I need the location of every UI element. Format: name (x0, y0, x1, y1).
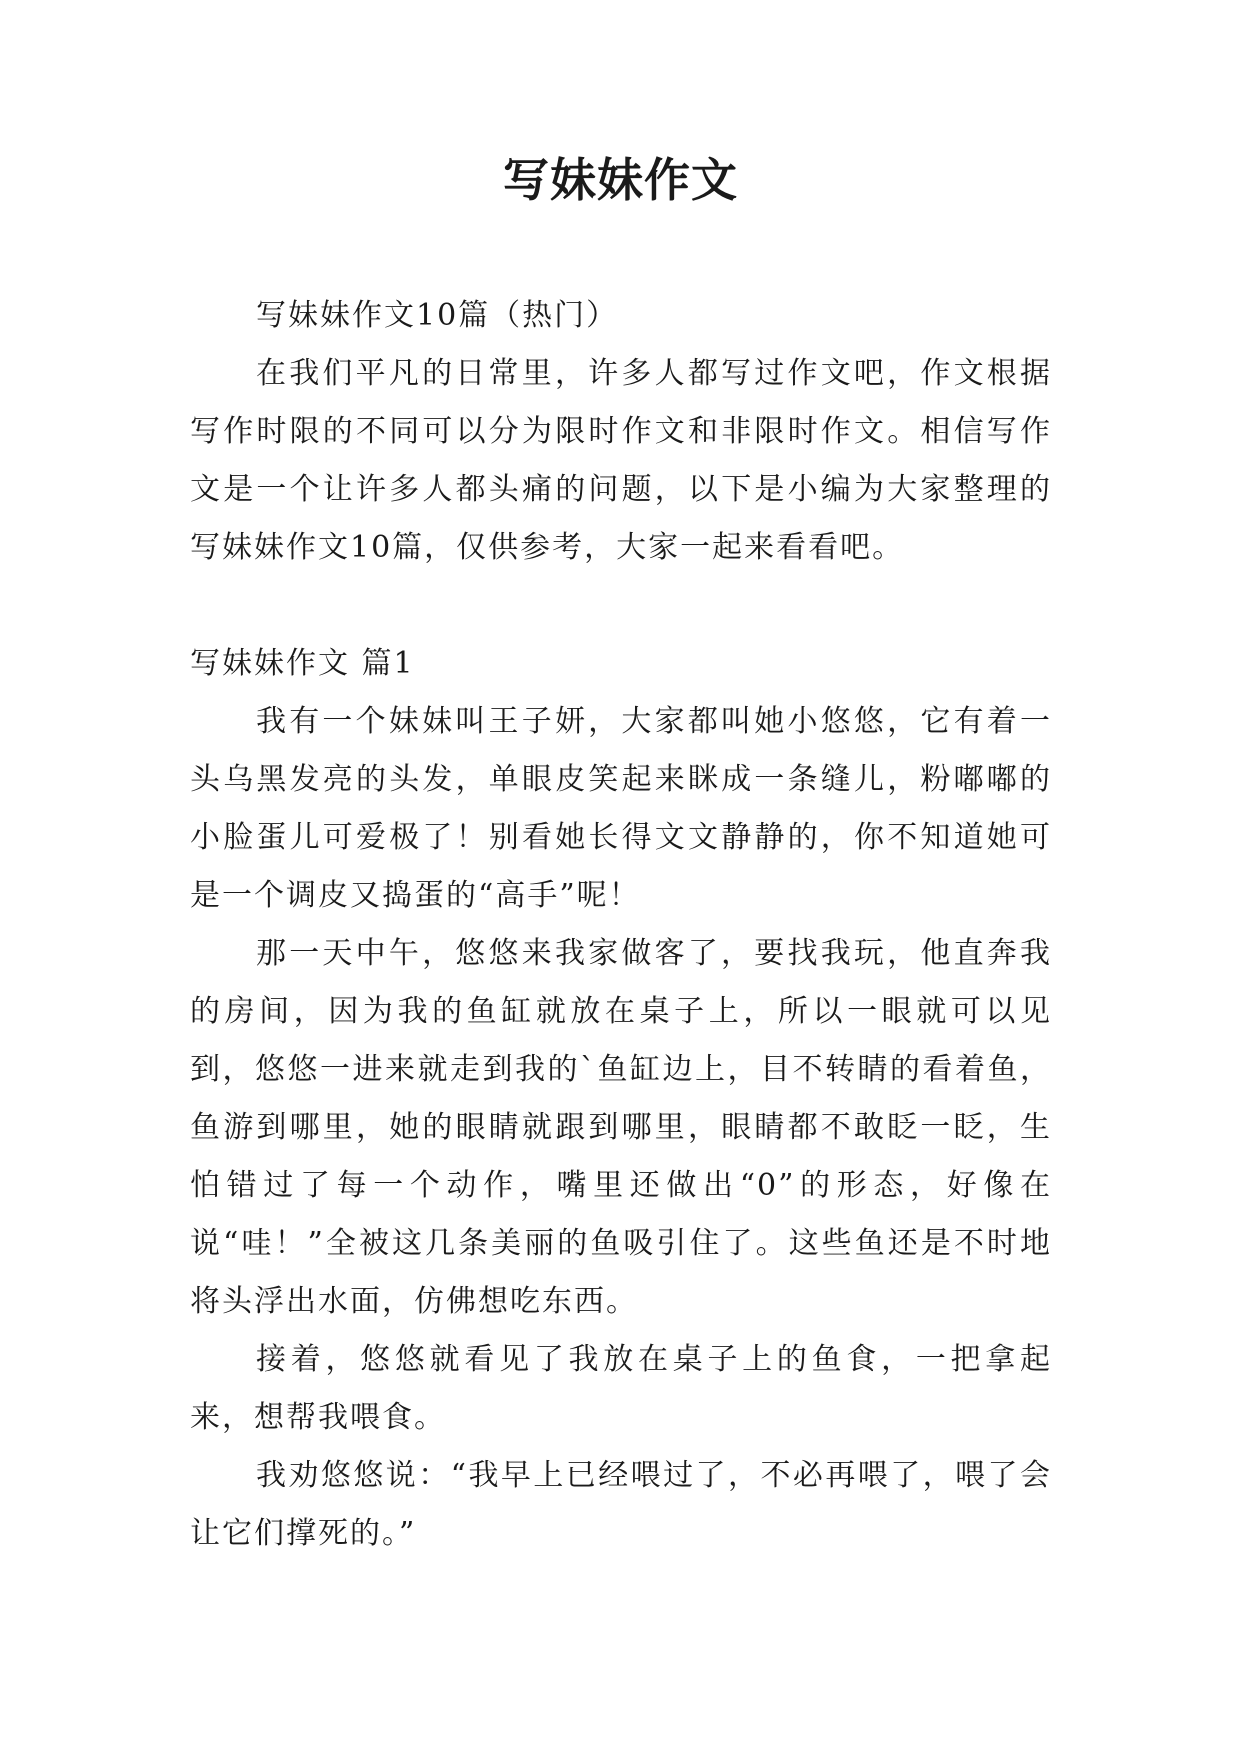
section-heading: 写妹妹作文 篇1 (190, 646, 415, 681)
intro-paragraph: 在我们平凡的日常里，许多人都写过作文吧，作文根据写作时限的不同可以分为限时作文和非限时作文。相信写作文是一个让许多人都头痛的问题，以下是小编为大家整理的写妹妹作文10篇，仅供参考，大家一起来看看吧。 (190, 356, 1052, 565)
body-paragraph: 接着，悠悠就看见了我放在桌子上的鱼食，一把拿起来，想帮我喂食。 (190, 1342, 1052, 1435)
document-body (190, 287, 1052, 1563)
body-paragraph: 我有一个妹妹叫王子妍，大家都叫她小悠悠，它有着一头乌黑发亮的头发，单眼皮笑起来眯成一条缝儿，粉嘟嘟的小脸蛋儿可爱极了！别看她长得文文静静的，你不知道她可是一个调皮又捣蛋的“高手”呢！ (190, 704, 1052, 913)
body-paragraph: 我劝悠悠说：“我早上已经喂过了，不必再喂了，喂了会让它们撑死的。” (190, 1458, 1052, 1551)
body-paragraph: 那一天中午，悠悠来我家做客了，要找我玩，他直奔我的房间，因为我的鱼缸就放在桌子上，所以一眼就可以见到，悠悠一进来就走到我的`鱼缸边上，目不转睛的看着鱼，鱼游到哪里，她的眼睛就跟到哪里，眼睛都不敢眨一眨，生怕错过了每一个动作，嘴里还做出“0”的形态，好像在说“哇！”全被这几条美丽的鱼吸引住了。这些鱼还是不时地将头浮出水面，仿佛想吃东西。 (190, 936, 1052, 1319)
document-subtitle: 写妹妹作文10篇（热门） (256, 298, 619, 333)
document-title: 写妹妹作文 (503, 153, 738, 207)
